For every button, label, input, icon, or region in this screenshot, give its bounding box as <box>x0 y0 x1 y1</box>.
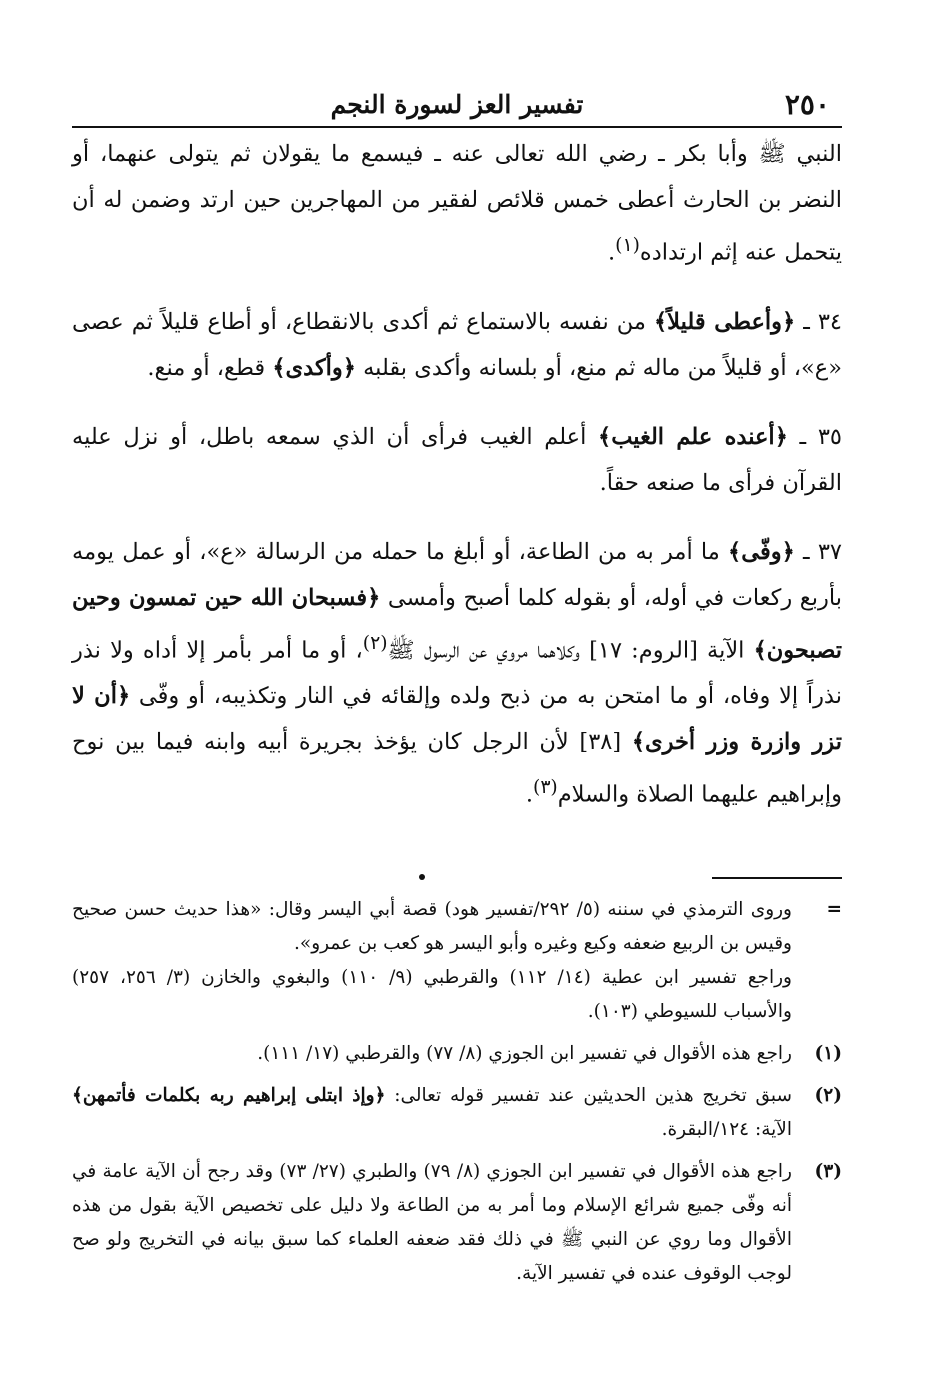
print-dot <box>419 874 425 880</box>
verse-number: ٣٧ ـ <box>794 539 842 565</box>
quran-quote: ﴿وأكدى﴾ <box>272 354 356 381</box>
paragraph-text: الآية [الروم: ١٧] وكلاهما مروي عن الرسول ﷺ <box>387 637 754 664</box>
paragraph-intro <box>72 132 842 276</box>
footnote-continued <box>72 893 842 961</box>
footnote-mark: (١) <box>814 1043 842 1064</box>
footnote-mark: (٢) <box>814 1085 842 1106</box>
footnote-ref: (١) <box>615 235 640 256</box>
footnote-text: وروى الترمذي في سننه (٥/ ٢٩٢/تفسير هود) قصة أبي اليسر وقال: «هذا حديث حسن صحيح وقيس بن الربيع ضعفه وكيع وغيره وأبو اليسر هو كعب بن عمرو». <box>72 899 792 954</box>
header-rule <box>72 126 842 128</box>
quran-quote: ﴿أن لا تزر وازرة وزر أخرى﴾ <box>72 683 842 755</box>
footnote-rule <box>712 877 842 879</box>
paragraph-end: . <box>608 239 616 266</box>
paragraph-text: ، أو ما أمر بأمر إلا أداه ولا نذر نذراً إلا وفاه، أو ما امتحن به من ذبح ولده وإلقائه في النار وتكذيبه، أو وفّى <box>72 637 843 709</box>
quran-quote: ﴿أعنده علم الغيب﴾ <box>598 424 788 450</box>
footnote-2 <box>72 1079 842 1147</box>
page-header <box>72 80 842 126</box>
footnote-text: الآية: ١٢٤/البقرة. <box>661 1119 792 1140</box>
quran-quote: ﴿وأعطى قليلاً﴾ <box>653 309 796 335</box>
footnote-continued-refs <box>72 961 842 1029</box>
footnote-mark: = <box>826 899 842 920</box>
footnote-text: راجع هذه الأقوال في تفسير ابن الجوزي (٨/ ٧٧) والقرطبي (١٧/ ١١١). <box>257 1043 792 1064</box>
footnote-ref: (٣) <box>533 777 558 798</box>
main-text <box>72 132 842 818</box>
quran-quote: ﴿وفّى﴾ <box>728 539 795 565</box>
footnote-text: وراجع تفسير ابن عطية (١٤/ ١١٢) والقرطبي (٩/ ١١٠) والبغوي والخازن (٣/ ٢٥٦، ٢٥٧) والأسباب للسيوطي (١٠٣). <box>72 967 792 1022</box>
verse-number: ٣٥ ـ <box>787 424 842 450</box>
paragraph-text: من نفسه بالاستماع ثم أكدى بالانقطاع، أو أطاع قليلاً ثم عصى «ع»، أو قليلاً من ماله ثم منع، أو بلسانه وأكدى بقلبه <box>72 309 842 381</box>
page-number: ٢٥٠ <box>784 88 830 121</box>
paragraph-verse-35 <box>72 415 842 506</box>
paragraph-verse-34 <box>72 300 842 391</box>
quran-quote: ﴿فسبحان الله حين تمسون وحين تصبحون﴾ <box>72 584 842 664</box>
quran-quote: ﴿وإذ ابتلى إبراهيم ربه بكلمات فأتمهن﴾ <box>72 1085 386 1106</box>
footnote-1 <box>72 1037 842 1071</box>
footnote-text: سبق تخريج هذين الحديثين عند تفسير قوله تعالى: <box>385 1085 793 1106</box>
paragraph-verse-37 <box>72 530 842 818</box>
paragraph-text: النبي ﷺ وأبا بكر ـ رضي الله تعالى عنه ـ فيسمع ما يقولان ثم يتولى عنهما، أو النضر بن الحارث أعطى خمس قلائص لفقير من المهاجرين حين ارتد وضمن له أن يتحمل عنه إثم ارتداده <box>72 141 842 266</box>
footnote-mark: (٣) <box>814 1161 842 1182</box>
verse-number: ٣٤ ـ <box>795 309 842 335</box>
footnote-3 <box>72 1155 842 1291</box>
footnote-text: راجع هذه الأقوال في تفسير ابن الجوزي (٨/ ٧٩) والطبري (٢٧/ ٧٣) وقد رجح أن الآية عامة في أنه وفّى جميع شرائع الإسلام وما أمر به من الطاعة ولا دليل على تخصيص الآية بقول من هذه الأقوال وما روي عن النبي ﷺ في ذلك فقد ضعفه العلماء كما سبق بيانه في التخريج ولو صح لوجب الوقوف عنده في تفسير الآية. <box>72 1161 792 1284</box>
paragraph-end: . <box>525 781 533 808</box>
footnote-ref: (٢) <box>362 633 388 654</box>
paragraph-text: قطع، أو منع. <box>147 354 273 381</box>
running-title: تفسير العز لسورة النجم <box>330 90 584 119</box>
paragraph-text: ما أمر به من الطاعة، أو أبلغ ما حمله من الرسالة «ع»، أو عمل يومه بأربع ركعات في أوله، أو بقوله كلما أصبح وأمسى <box>72 539 843 611</box>
paragraph-text: [٣٨] لأن الرجل كان يؤخذ بجريرة أبيه وابنه فيما بين نوح وإبراهيم عليهما الصلاة والسلام <box>72 728 842 808</box>
footnotes <box>72 893 842 1291</box>
paragraph-text: أعلم الغيب فرأى أن الذي سمعه باطل، أو نزل عليه القرآن فرأى ما صنعه حقاً. <box>72 424 842 496</box>
